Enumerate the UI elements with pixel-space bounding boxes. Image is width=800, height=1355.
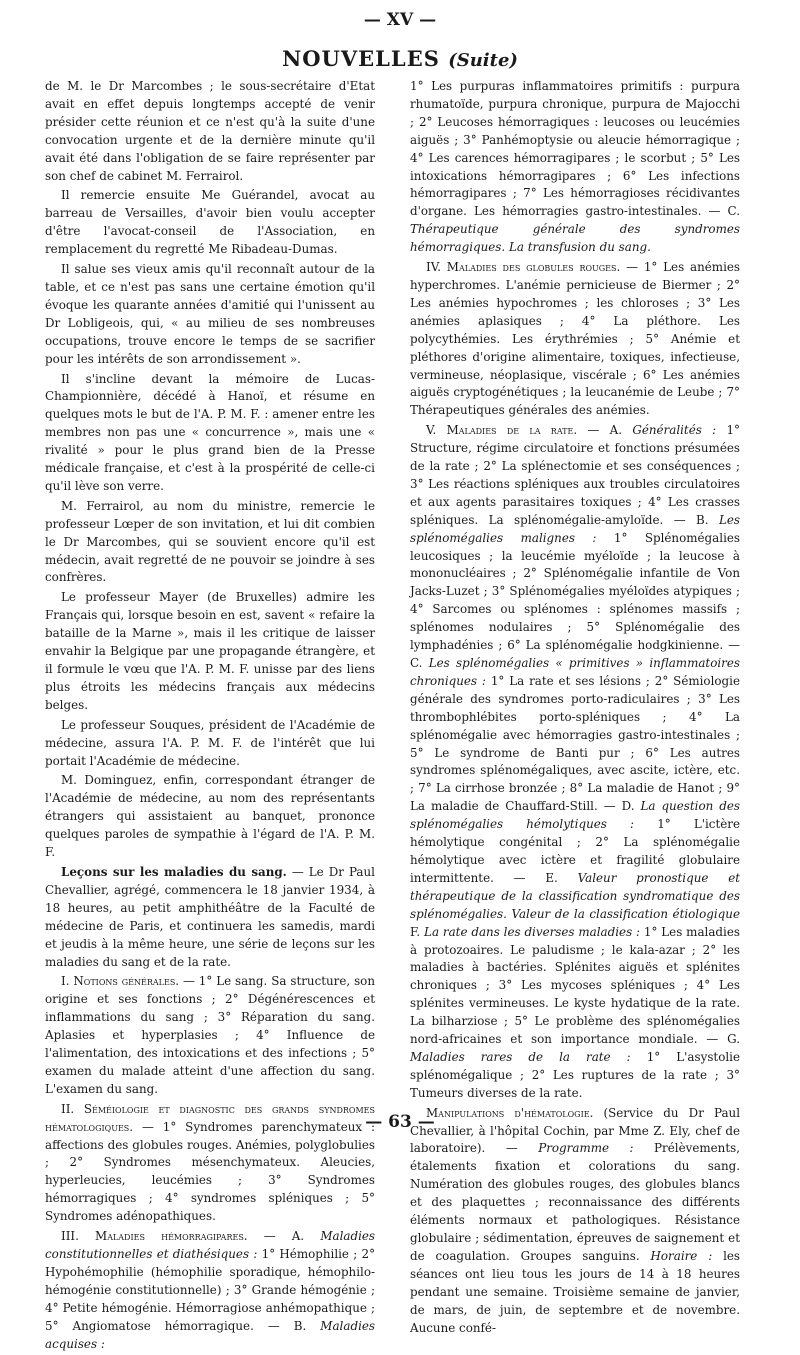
left-column [45,78,375,1355]
paragraph-text: F. [410,924,421,939]
section-1-title: I. Notions générales. [61,974,180,989]
section-2-title: II. Séméiologie et diagnostic des grands syndromes hématologiques. [45,1101,375,1134]
section-5 [410,422,740,1102]
paragraph-text: (Service du Dr Paul Chevallier, à l'hôpital Cochin, par Mme Z. Ely, chef de laboratoire). — [410,1105,740,1156]
page-number: — 63 — [365,1112,435,1132]
paragraph: Il s'incline devant la mémoire de Lucas-Championnière, décédé à Hanoï, et résume en quelques mots le but de l'A. P. M. F. : amener entre les membres non pas une « concurrence », mais une « rivalité » pour le plus grand bien de la Presse médicale française, et c'est à la prospérité de celle-ci qu'il lève son verre. [45,371,375,493]
paragraph-italic: Généralités : [632,423,717,438]
paragraph-italic: Valeur pronostique et thérapeutique de la classification syndromatique des splénomégalies. Valeur de la classification étiologique [410,870,741,921]
section-title-suffix: (Suite) [448,50,518,71]
section-heading [0,46,800,71]
paragraph-text: Prélèvements, étalements fixation et colorations du sang. Numération des globules rouges, des globules blancs et des plaquettes ; reconnaissance des différents éléments normaux et pathologiques. Résistance globulaire ; sédimentation, épreuves de saignement et de coagulation. Groupes sanguins. [410,1141,740,1263]
paragraph-italic: Programme : [538,1141,634,1156]
paragraph-text: 1° Les purpuras inflammatoires primitifs : purpura rhumatoïde, purpura chronique, purpura de Majocchi ; 2° Leucoses hémorragiques : leucoses ou leucémies aiguës ; 3° Panhémoptysie ou aleucie hémorragique ; 4° Les carences hémorragipares ; le scorbut ; 5° Les intoxications hémorragipares ; 6° Les infections hémorragipares ; 7° Les hémorragioses récidivantes d'organe. Les hémorragies gastro-intestinales. — C. [410,79,740,219]
paragraph-italic: Maladies rares de la rate : [410,1049,631,1064]
paragraph: Le professeur Souques, président de l'Académie de médecine, assura l'A. P. M. F. de l'intérêt que lui portait l'Académie de médecine. [45,717,375,768]
paragraph-italic: Horaire : [650,1248,713,1263]
paragraph-text: 1° Splénomégalies leucosiques ; la leucémie myéloïde ; la leucose à mononucléaires ; 2° Splénomégalie infantile de Von Jacks-Luzet ; 3° Splénomégalies myéloïdes atypiques ; 4° Sarcomes ou splénomes : splénomes massifs ; splénomes nodulaires ; 5° Splénomégalie des lymphadénies ; 6° La splénomégalie hodgkinienne. — C. [410,530,741,670]
paragraph: M. Dominguez, enfin, correspondant étranger de l'Académie de médecine, au nom des représentants étrangers qui assistaient au banquet, prononce quelques paroles de sympathie à l'égard de l'A. P. M. F. [45,773,375,860]
paragraph: Le professeur Mayer (de Bruxelles) admire les Français qui, lorsque besoin en est, savent « refaire la bataille de la Marne », mais il les critique de laisser envahir la Belgique par une propagande étrangère, et il formule le vœu que l'A. P. M. F. unisse par des liens plus étroits les médecins français aux médecins belges. [45,590,375,712]
paragraph-italic: Les splénomégalies malignes : [410,512,740,545]
paragraph-text: les séances ont lieu tous les jours de 14 à 18 heures pendant une semaine. Troisième semaine de janvier, de mars, de juin, de septembre et de novembre. Aucune confé- [410,1248,741,1335]
paragraph-text: 1° La rate et ses lésions ; 2° Sémiologie générale des syndromes porto-radiculaires ; 3° Les thrombophlébites porto-spléniques ; 4° La splénomégalie avec hémorragies gastro-intestinales ; 5° Le syndrome de Banti pur ; 6° Les autres syndromes splénomégaliques, avec ascite, ictère, etc. ; 7° La cirrhose bronzée ; 8° La maladie de Hanot ; 9° La maladie de Chauffard-Still. — D. [410,673,741,814]
section-4-title: IV. Maladies des globules rouges. [426,260,621,275]
section-3-continued [410,78,740,257]
right-column [410,78,740,1339]
paragraph: de M. le Dr Marcombes ; le sous-secrétaire d'Etat avait en effet depuis longtemps accepté de venir présider cette réunion et ce n'est qu'à la suite d'une convocation urgente et de la dernière minute qu'il avait été dans l'obligation de se faire représenter par son chef de cabinet M. Ferrairol. [45,79,375,183]
page-folio: — XV — [363,10,437,30]
section-1 [45,973,375,1098]
section-3-subtitle: Maladies acquises : [45,1318,376,1351]
manipulations-title: Manipulations d'hématologie. [426,1105,594,1120]
lecons-intro: — Le Dr Paul Chevallier, agrégé, commencera le 18 janvier 1934, à 18 heures, au petit amphithéâtre de la Faculté de médecine de Paris, et continuera les samedis, mardi et jeudis à la même heure, une série de leçons sur les maladies du sang et de la rate. [45,864,375,969]
paragraph: M. Ferrairol, au nom du ministre, remercie le professeur Lœper de son invitation, et lui dit combien le Dr Marcombes, qui se souvient encore qu'il est médecin, avait regretté de ne pouvoir se joindre à ses confrères. [45,498,375,585]
lecons-paragraph [45,864,375,971]
section-3-title: III. Maladies hémorragipares. [61,1229,248,1244]
paragraph-text: 1° Structure, régime circulatoire et fonctions présumées de la rate ; 2° La splénectomie et ses conséquences ; 3° Les réactions spléniques aux troubles circulatoires et aux agents parasitaires toxiques ; 4° Les crasses spléniques. La splénomégalie-amyloïde. — B. [410,423,740,527]
paragraph-italic: Les splénomégalies « primitives » inflammatoires chroniques : [410,656,741,688]
paragraph-italic: La question des splénomégalies hémolytiques : [410,799,740,832]
section-3-text: 1° Hémophilie ; 2° Hypohémophilie (hémophilie sporadique, hémophilo-hémogénie constitutionnelle) ; 3° Grande hémogénie ; 4° Petite hémogénie. Hémorragiose anhémopathique ; 5° Angiomatose hémorragique. — B. [45,1247,376,1333]
section-3 [45,1228,375,1353]
section-title: NOUVELLES [282,46,440,71]
section-5-title: V. Maladies de la rate. [426,423,578,438]
paragraph: Il salue ses vieux amis qu'il reconnaît autour de la table, et ce n'est pas sans une certaine émotion qu'il évoque les quarante années d'amitié qui l'unissent au Dr Lobligeois, qui, « au milieu de ses nombreuses occupations, trouve encore le temps de se sacrifier pour les intérêts de son arrondissement ». [45,262,375,366]
section-4 [410,259,740,420]
section-2-text: — 1° Syndromes parenchymateux : affections des globules rouges. Anémies, polyglobulies ; 2° Syndromes mésenchymateux. Aleucies, hyperleucies, leucémies ; 3° Syndromes hémorragiques ; 4° syndromes spléniques ; 5° Syndromes adénopathiques. [45,1119,376,1224]
paragraph-italic: Thérapeutique générale des syndromes hémorragiques. La transfusion du sang. [410,222,740,255]
paragraph-text: 1° L'asystolie splénomégalique ; 2° Les ruptures de la rate ; 3° Tumeurs diverses de la rate. [410,1049,741,1100]
section-3-subtitle: Maladies constitutionnelles et diathésiques : [45,1229,376,1261]
manipulations-paragraph [410,1105,740,1338]
section-1-text: — 1° Le sang. Sa structure, son origine et ses fonctions ; 2° Dégénérescences et inflammations du sang ; 3° Réparation du sang. Aplasies et hyperplasies ; 4° Influence de l'alimentation, des intoxications et des infections ; 5° examen du malade atteint d'une affection du sang. L'examen du sang. [45,974,375,1096]
section-3-text: — A. [263,1229,305,1244]
paragraph-text: 1° L'ictère hémolytique congénital ; 2° La splénomégalie hémolytique avec ictère et fragilité globulaire intermittente. — E. [410,817,740,885]
paragraph-italic: La rate dans les diverses maladies : [424,924,641,939]
section-4-text: — 1° Les anémies hyperchromes. L'anémie pernicieuse de Biermer ; 2° Les anémies hypochromes ; les chloroses ; 3° Les anémies aplasiques ; 4° La pléthore. Les polycythémies. Les érythrémies ; 5° Anémie et pléthores d'origine alimentaire, toxiques, infectieuse, vermineuse, néoplasique, viscérale ; 6° Les anémies aiguës cryptogénétiques ; la leucanémie de Leube ; 7° Thérapeutiques générales des anémies. [410,260,741,418]
lecons-title: Leçons sur les maladies du sang. [61,864,287,879]
paragraph-text: — A. [587,423,623,438]
paragraph-text: 1° Les maladies à protozoaires. Le paludisme ; le kala-azar ; 2° les maladies à bactéries. Splénites aiguës et splénites chroniques ; 3° Les mycoses spléniques ; 4° Les splénites vermineuses. Le kyste hydatique de la rate. La bilharziose ; 5° Le problème des splénomégalies nord-africaines et son importance mondiale. — G. [410,924,740,1047]
paragraph: Il remercie ensuite Me Guérandel, avocat au barreau de Versailles, d'avoir bien voulu accepter d'être l'avocat-conseil de l'Association, en remplacement du regretté Me Ribadeau-Dumas. [45,188,375,257]
